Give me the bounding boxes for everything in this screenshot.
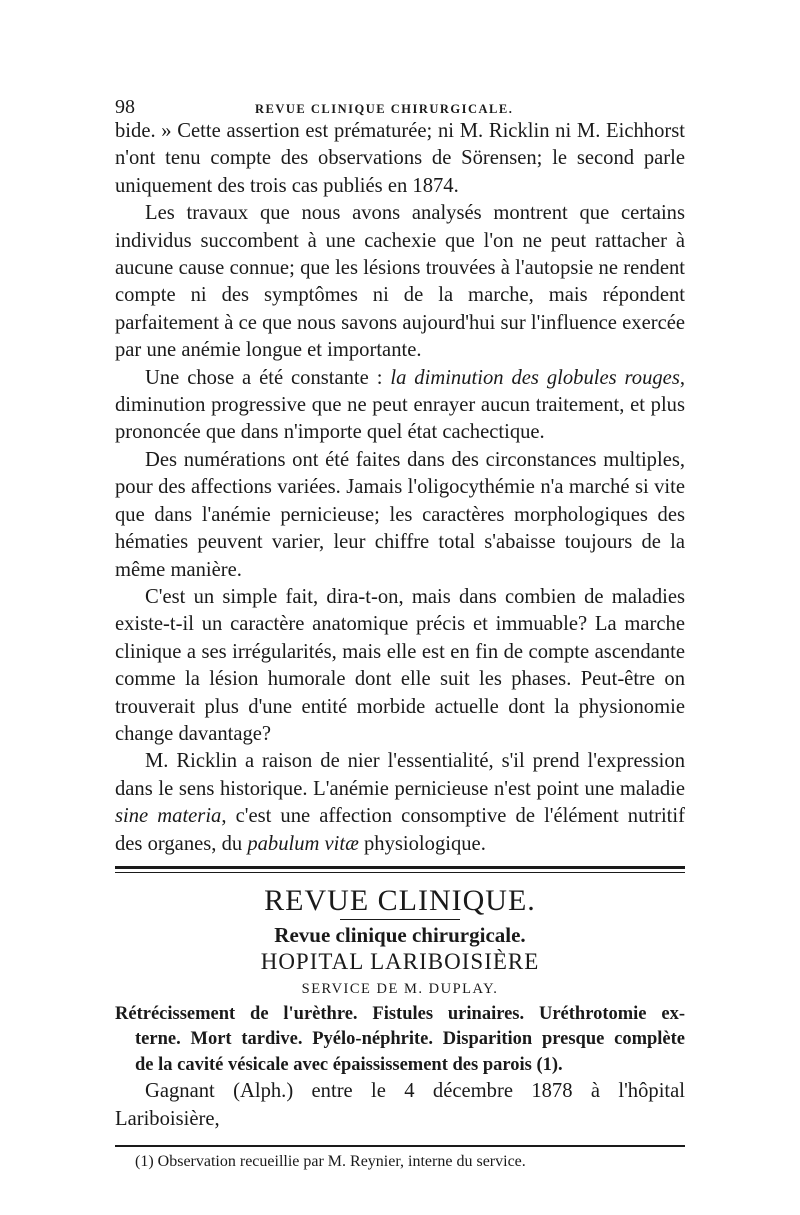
footnote-rule	[115, 1145, 685, 1147]
service-name: SERVICE DE M. DUPLAY.	[301, 980, 499, 997]
case-heading-line-2: terne. Mort tardive. Pyélo-néphrite. Disparition presque complète	[135, 1029, 685, 1050]
paragraph-6-part1: M. Ricklin a raison de nier l'essentialité, s'il prend l'expression dans le sens historique. L'anémie pernicieuse n'est point une maladie	[115, 750, 685, 800]
paragraph-6-italic-2: pabulum vitæ	[247, 832, 359, 855]
paragraph-1: bide. » Cette assertion est prématurée; ni M. Ricklin ni M. Eichhorst n'ont tenu compte des observations de Sörensen; le second parle uniquement des trois cas publiés en 1874.	[115, 120, 685, 197]
case-text: Gagnant (Alph.) entre le 4 décembre 1878 à l'hôpital Lariboisière,	[115, 1080, 685, 1130]
clinic-subtitle: Revue clinique chirurgicale.	[274, 922, 526, 947]
hospital-name: HOPITAL LARIBOISIÈRE	[260, 948, 540, 974]
paragraph-6-italic-1: sine materia	[115, 805, 222, 828]
footnote: (1) Observation recueillie par M. Reynier, interne du service.	[135, 1153, 526, 1171]
paragraph-6-part2: , c'est une affection consomptive de l'élément nutritif des organes, du	[115, 805, 685, 855]
paragraph-3	[115, 365, 685, 447]
paragraph-6-part3: physiologique.	[358, 832, 486, 855]
clinic-title: REVUE CLINIQUE.	[264, 883, 536, 917]
page-number: 98	[115, 96, 135, 118]
paragraph-2: Les travaux que nous avons analysés montrent que certains individus succombent à une cachexie que l'on ne peut rattacher à aucune cause connue; que les lésions trouvées à l'autopsie ne rendent compte ni des symptômes ni de la marche, mais répondent parfaitement à ce que nous savons aujourd'hui sur l'influence exercée par une anémie longue et importante.	[115, 202, 685, 362]
section-rule-thin	[115, 872, 685, 873]
case-heading-line-1: Rétrécissement de l'urèthre. Fistules urinaires. Uréthrotomie ex-	[115, 1003, 685, 1024]
running-title: REVUE CLINIQUE CHIRURGICALE.	[255, 102, 514, 116]
page	[115, 96, 685, 1173]
paragraph-5: C'est un simple fait, dira-t-on, mais dans combien de maladies existe-t-il un caractère anatomique précis et immuable? La marche clinique a ses irrégularités, mais elle est en fin de compte ascendante comme la lésion humorale dont elle suit les phases. Peut-être on trouverait plus d'une entité morbide actuelle dont la physionomie change davantage?	[115, 585, 685, 745]
case-heading	[115, 1002, 685, 1079]
section-rule-thick	[115, 866, 685, 869]
paragraph-4: Des numérations ont été faites dans des circonstances multiples, pour des affections variées. Jamais l'oligocythémie n'a marché si vite que dans l'anémie pernicieuse; les caractères morphologiques des hématies peuvent varier, leur chiffre total s'abaisse toujours de la même manière.	[115, 448, 685, 581]
paragraph-3-start: Une chose a été constante :	[145, 366, 391, 389]
paragraph-6	[115, 748, 685, 858]
paragraph-3-italic: la diminution des globules rouges	[390, 366, 680, 389]
case-heading-line-3: de la cavité vésicale avec épaississement des parois (1).	[135, 1054, 563, 1075]
clinic-title-underline	[340, 919, 460, 920]
paragraph-3-end: , diminution progressive que ne peut enrayer aucun traitement, et plus prononcée que dans n'importe quel état cachectique.	[115, 366, 685, 444]
running-header	[115, 96, 685, 118]
